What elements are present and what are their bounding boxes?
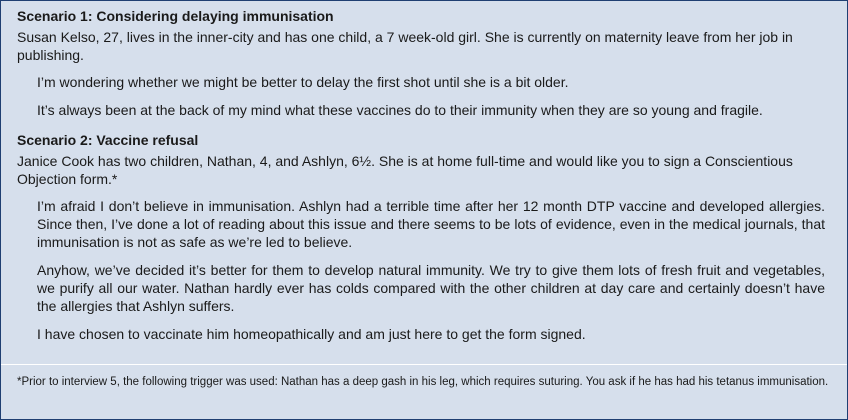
scenario2-heading: Scenario 2: Vaccine refusal [17,132,199,148]
scenario1-quote-2: It’s always been at the back of my mind what these vaccines do to their immunity when they are so young and fragile. [37,102,763,118]
footnote: *Prior to interview 5, the following trigger was used: Nathan has a deep gash in his leg, which requires suturing. You ask if he has had his tetanus immunisation. [1,364,847,419]
scenario2-quote-2: Anyhow, we’ve decided it’s better for them to develop natural immunity. We try to give them lots of fresh fruit and vegetables, we purify all our water. Nathan hardly ever has colds compared with the other children at day care and certainly doesn’t have the allergies that Ashlyn suffers. [37,262,825,314]
scenario2-quote-1: I’m afraid I don’t believe in immunisation. Ashlyn had a terrible time after her 12 month DTP vaccine and developed allergies. Since then, I’ve done a lot of reading about this issue and there seems to be lots of evidence, even in the medical journals, that immunisation is not as safe as we’re led to believe. [37,198,825,250]
scenario1-intro: Susan Kelso, 27, lives in the inner-city and has one child, a 7 week-old girl. She is currently on maternity leave from her job in publishing. [17,29,793,63]
scenario2-intro: Janice Cook has two children, Nathan, 4, and Ashlyn, 6½. She is at home full-time and would like you to sign a Conscientious Objection form.* [17,153,793,187]
scenario2-quote-3: I have chosen to vaccinate him homeopathically and am just here to get the form signed. [37,326,586,342]
scenario1-quote-1: I’m wondering whether we might be better to delay the first shot until she is a bit older. [37,74,569,90]
scenario1-heading: Scenario 1: Considering delaying immunisation [17,8,334,24]
